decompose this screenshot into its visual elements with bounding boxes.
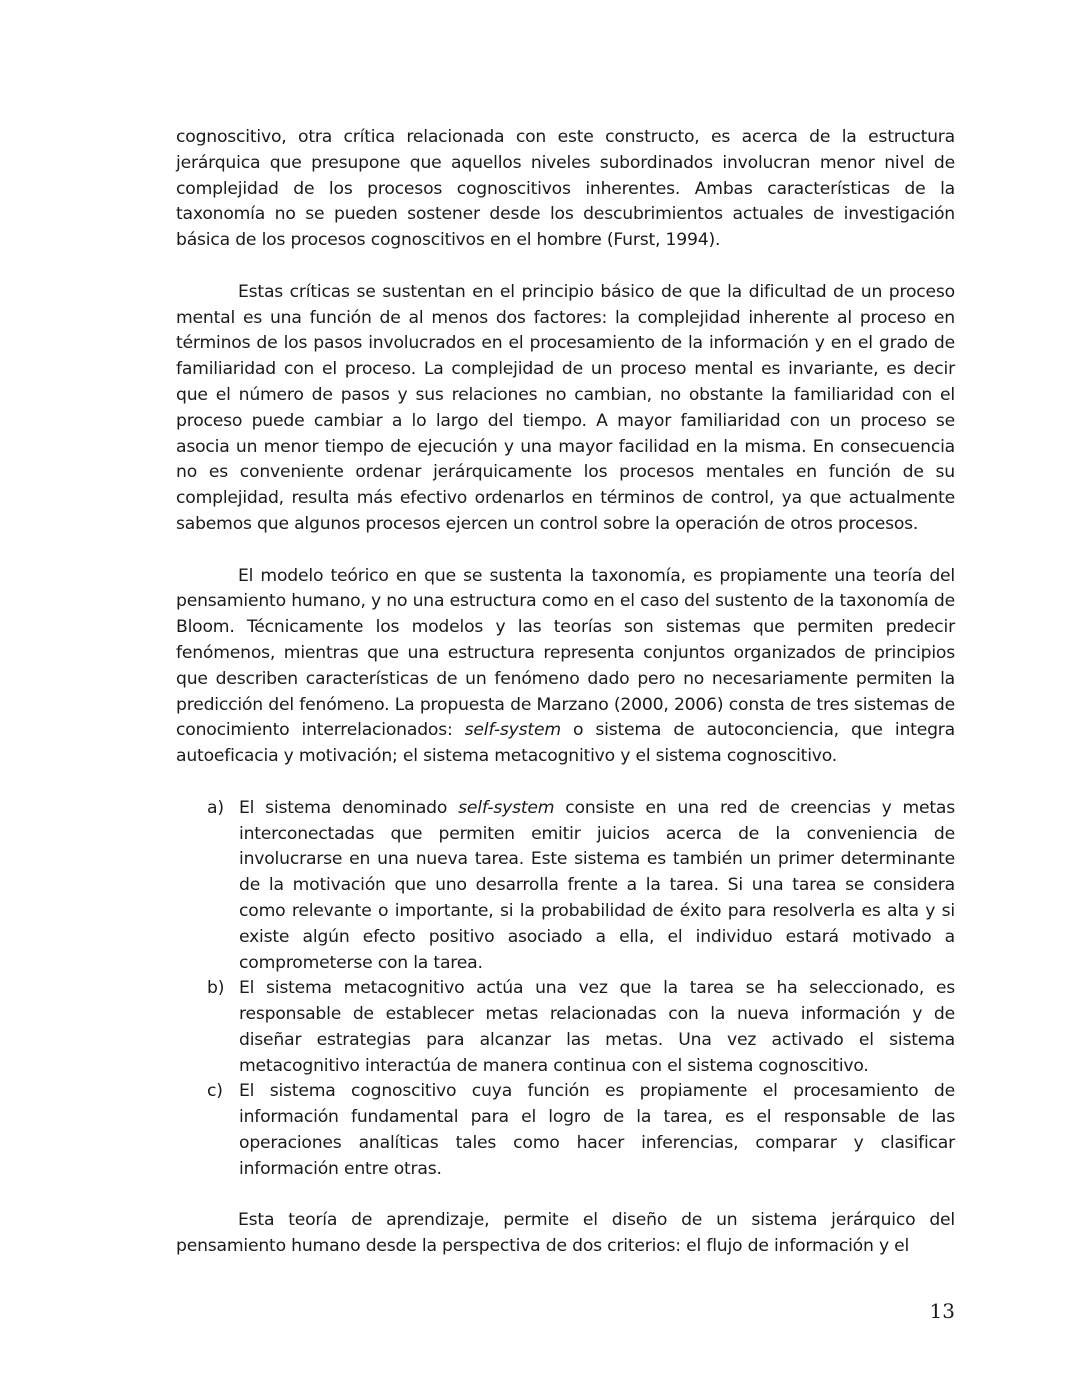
- paragraph-critics: Estas críticas se sustentan en el principio básico de que la dificultad de un proceso mental es una función de al menos dos factores: la complejidad inherente al proceso en términos de los pasos involucrados en el procesamiento de la información y en el grado de familiaridad con el proceso. La complejidad de un proceso mental es invariante, es decir que el número de pasos y sus relaciones no cambian, no obstante la familiaridad con el proceso puede cambiar a lo largo del tiempo. A mayor familiaridad con un proceso se asocia un menor tiempo de ejecución y una mayor facilidad en la misma. En consecuencia no es conveniente ordenar jerárquicamente los procesos mentales en función de su complejidad, resulta más efectivo ordenarlos en términos de control, ya que actualmente sabemos que algunos procesos ejercen un control sobre la operación de otros procesos.: [176, 281, 955, 534]
- list-item-text: El sistema metacognitivo actúa una vez que la tarea se ha seleccionado, es responsable de establecer metas relacionadas con la nueva información y de diseñar estrategias para alcanzar las metas. Una vez activado el sistema metacognitivo interactúa de manera continua con el sistema cognoscitivo.: [239, 978, 955, 1076]
- page-body: [176, 125, 955, 1260]
- list-marker: a): [207, 797, 224, 818]
- list-item-c: [176, 1079, 955, 1182]
- paragraph-theoretical-model: [176, 564, 955, 770]
- italic-term: self-system: [464, 720, 561, 741]
- list-text: El sistema denominado: [239, 797, 459, 818]
- italic-term: self-system: [458, 797, 555, 818]
- page-number: 13: [929, 1299, 955, 1323]
- list-item-text: [239, 796, 955, 977]
- list-item-text: El sistema cognoscitivo cuya función es propiamente el procesamiento de información fundamental para el logro de la tarea, es el responsable de las operaciones analíticas tales como hacer inferencias, comparar y clasificar información entre otras.: [239, 1081, 955, 1179]
- systems-list: [176, 796, 955, 1183]
- list-marker: c): [207, 1081, 223, 1102]
- paragraph-text: El modelo teórico en que se sustenta la taxonomía, es propiamente una teoría del pensamiento humano, y no una estructura como en el caso del sustento de la taxonomía de Bloom. Técnicamente los modelos y las teorías son sistemas que permiten predecir fenómenos, mientras que una estructura representa conjuntos organizados de principios que describen características de un fenómeno dado pero no necesariamente permiten la predicción del fenómeno. La propuesta de Marzano (2000, 2006) consta de tres sistemas de conocimiento interrelacionados:: [176, 565, 955, 741]
- paragraph-text: o sistema de autoconciencia, que integra autoeficacia y motivación; el sistema metacognitivo y el sistema cognoscitivo.: [176, 720, 955, 767]
- list-item-b: [176, 976, 955, 1079]
- paragraph-learning-theory: Esta teoría de aprendizaje, permite el diseño de un sistema jerárquico del pensamiento humano desde la perspectiva de dos criterios: el flujo de información y el: [176, 1210, 955, 1257]
- list-marker: b): [207, 978, 225, 999]
- list-text: consiste en una red de creencias y metas interconectadas que permiten emitir juicios acerca de la conveniencia de involucrarse en una nueva tarea. Este sistema es también un primer determinante de la motivación que uno desarrolla frente a la tarea. Si una tarea se considera como relevante o importante, si la probabilidad de éxito para resolverla es alta y si existe algún efecto positivo asociado a ella, el individuo estará motivado a comprometerse con la tarea.: [239, 797, 955, 973]
- paragraph-continuation: cognoscitivo, otra crítica relacionada con este constructo, es acerca de la estructura jerárquica que presupone que aquellos niveles subordinados involucran menor nivel de complejidad de los procesos cognoscitivos inherentes. Ambas características de la taxonomía no se pueden sostener desde los descubrimientos actuales de investigación básica de los procesos cognoscitivos en el hombre (Furst, 1994).: [176, 127, 955, 251]
- list-item-a: [176, 796, 955, 977]
